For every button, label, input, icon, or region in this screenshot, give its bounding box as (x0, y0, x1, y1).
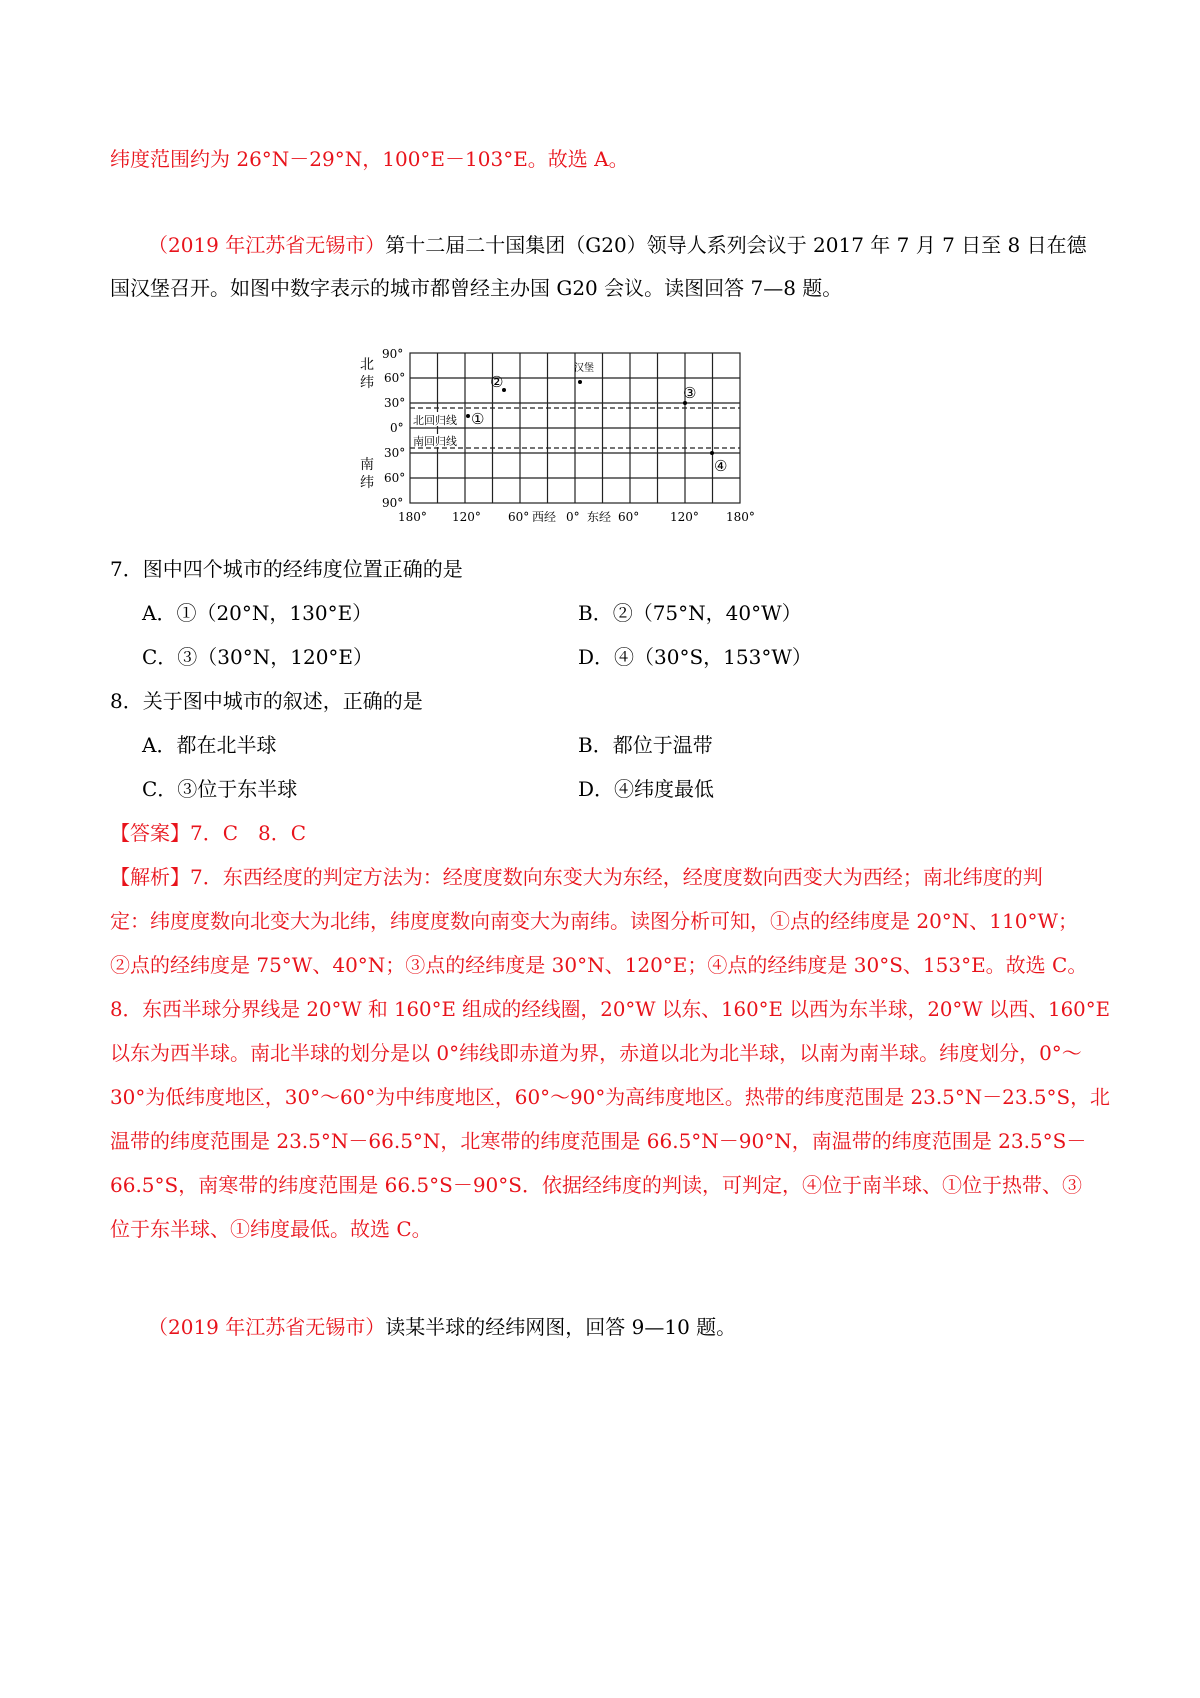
analysis-line-9: 位于东半球、①纬度最低。故选 C。 (110, 1217, 432, 1241)
city-3-marker: ③ (683, 384, 697, 402)
analysis-text-1: 7．东西经度的判定方法为：经度度数向东变大为东经，经度度数向西变大为西经；南北纬度的判 (190, 865, 1043, 889)
answer-text: 7．C 8．C (190, 821, 307, 845)
tropic-south-label: 南回归线 (413, 435, 457, 448)
lon-label-60e: 60° (618, 510, 640, 524)
analysis-line-2: 定：纬度度数向北变大为北纬，纬度度数向南变大为南纬。读图分析可知，①点的经纬度是 20°N、110°W； (110, 909, 1079, 933)
north-label-bottom: 纬 (360, 375, 374, 391)
previous-analysis-tail: 纬度范围约为 26°N－29°N，100°E－103°E。故选 A。 (110, 147, 629, 171)
question-8-stem: 8．关于图中城市的叙述，正确的是 (110, 689, 423, 713)
question-7-option-b: B．②（75°N，40°W） (578, 601, 802, 625)
question-intro-9-10 (148, 1312, 736, 1342)
hamburg-label: 汉堡 (574, 363, 594, 374)
tropic-north-label: 北回归线 (413, 414, 457, 427)
lat-label-30n: 30° (384, 396, 406, 410)
question-8-option-c: C．③位于东半球 (142, 777, 298, 801)
north-label-top: 北 (360, 357, 374, 373)
lon-label-0: 0° (566, 510, 580, 524)
analysis-line-7: 温带的纬度范围是 23.5°N－66.5°N，北寒带的纬度范围是 66.5°N－90°N，南温带的纬度范围是 23.5°S－ (110, 1129, 1087, 1153)
answer-line (110, 818, 306, 848)
lat-label-60s: 60° (384, 471, 406, 485)
question-8-option-b: B．都位于温带 (578, 733, 713, 757)
lon-label-120w: 120° (452, 510, 481, 524)
analysis-line-5: 以东为西半球。南北半球的划分是以 0°纬线即赤道为界，赤道以北为北半球，以南为南半球。纬度划分，0°～ (110, 1041, 1082, 1065)
lat-label-60n: 60° (384, 371, 406, 385)
lon-label-60w: 60° (508, 510, 530, 524)
question-intro-line1 (148, 230, 1087, 260)
analysis-line-4: 8．东西半球分界线是 20°W 和 160°E 组成的经线圈，20°W 以东、160°E 以西为东半球，20°W 以西、160°E (110, 997, 1110, 1021)
question-7-option-c: C．③（30°N，120°E） (142, 645, 374, 669)
lon-label-180e: 180° (726, 510, 755, 524)
lat-label-90n: 90° (382, 347, 404, 361)
question-intro-line2: 国汉堡召开。如图中数字表示的城市都曾经主办国 G20 会议。读图回答 7—8 题。 (110, 276, 843, 300)
question-7-option-a: A．①（20°N，130°E） (142, 601, 373, 625)
source-label-2: （2019 年江苏省无锡市） (148, 1315, 386, 1339)
lon-label-east: 东经 (587, 510, 612, 524)
latitude-longitude-grid-figure (360, 345, 825, 540)
question-8-option-d: D．④纬度最低 (578, 777, 715, 801)
south-label-bottom: 纬 (360, 475, 374, 491)
lat-label-30s: 30° (384, 446, 406, 460)
city-2-marker: ② (490, 373, 504, 391)
south-label-top: 南 (360, 457, 374, 473)
answer-label: 【答案】 (110, 821, 190, 845)
question-7-option-d: D．④（30°S，153°W） (578, 645, 812, 669)
analysis-line-8: 66.5°S，南寒带的纬度范围是 66.5°S－90°S．依据经纬度的判读，可判定，④位于南半球、①位于热带、③ (110, 1173, 1082, 1197)
city-1-dot (466, 414, 470, 418)
hamburg-dot (578, 380, 582, 384)
city-4-dot (710, 451, 714, 455)
lat-label-equator: 0° (390, 421, 404, 435)
intro-text: 第十二届二十国集团（G20）领导人系列会议于 2017 年 7 月 7 日至 8 日在德 (385, 233, 1087, 257)
lat-label-90s: 90° (382, 496, 404, 510)
lon-label-west: 西经 (532, 510, 557, 524)
intro-text-2: 读某半球的经纬网图，回答 9—10 题。 (385, 1315, 737, 1339)
analysis-line-6: 30°为低纬度地区，30°～60°为中纬度地区，60°～90°为高纬度地区。热带的纬度范围是 23.5°N－23.5°S，北 (110, 1085, 1110, 1109)
city-4-marker: ④ (714, 457, 728, 475)
question-8-option-a: A．都在北半球 (142, 733, 277, 757)
analysis-line-3: ②点的经纬度是 75°W、40°N；③点的经纬度是 30°N、120°E；④点的经纬度是 30°S、153°E。故选 C。 (110, 953, 1088, 977)
lon-label-180w: 180° (398, 510, 427, 524)
city-1-marker: ① (471, 410, 485, 428)
lon-label-120e: 120° (670, 510, 699, 524)
analysis-line-1 (110, 862, 1043, 892)
analysis-label: 【解析】 (110, 865, 190, 889)
source-label: （2019 年江苏省无锡市） (148, 233, 386, 257)
question-7-stem: 7．图中四个城市的经纬度位置正确的是 (110, 557, 463, 581)
